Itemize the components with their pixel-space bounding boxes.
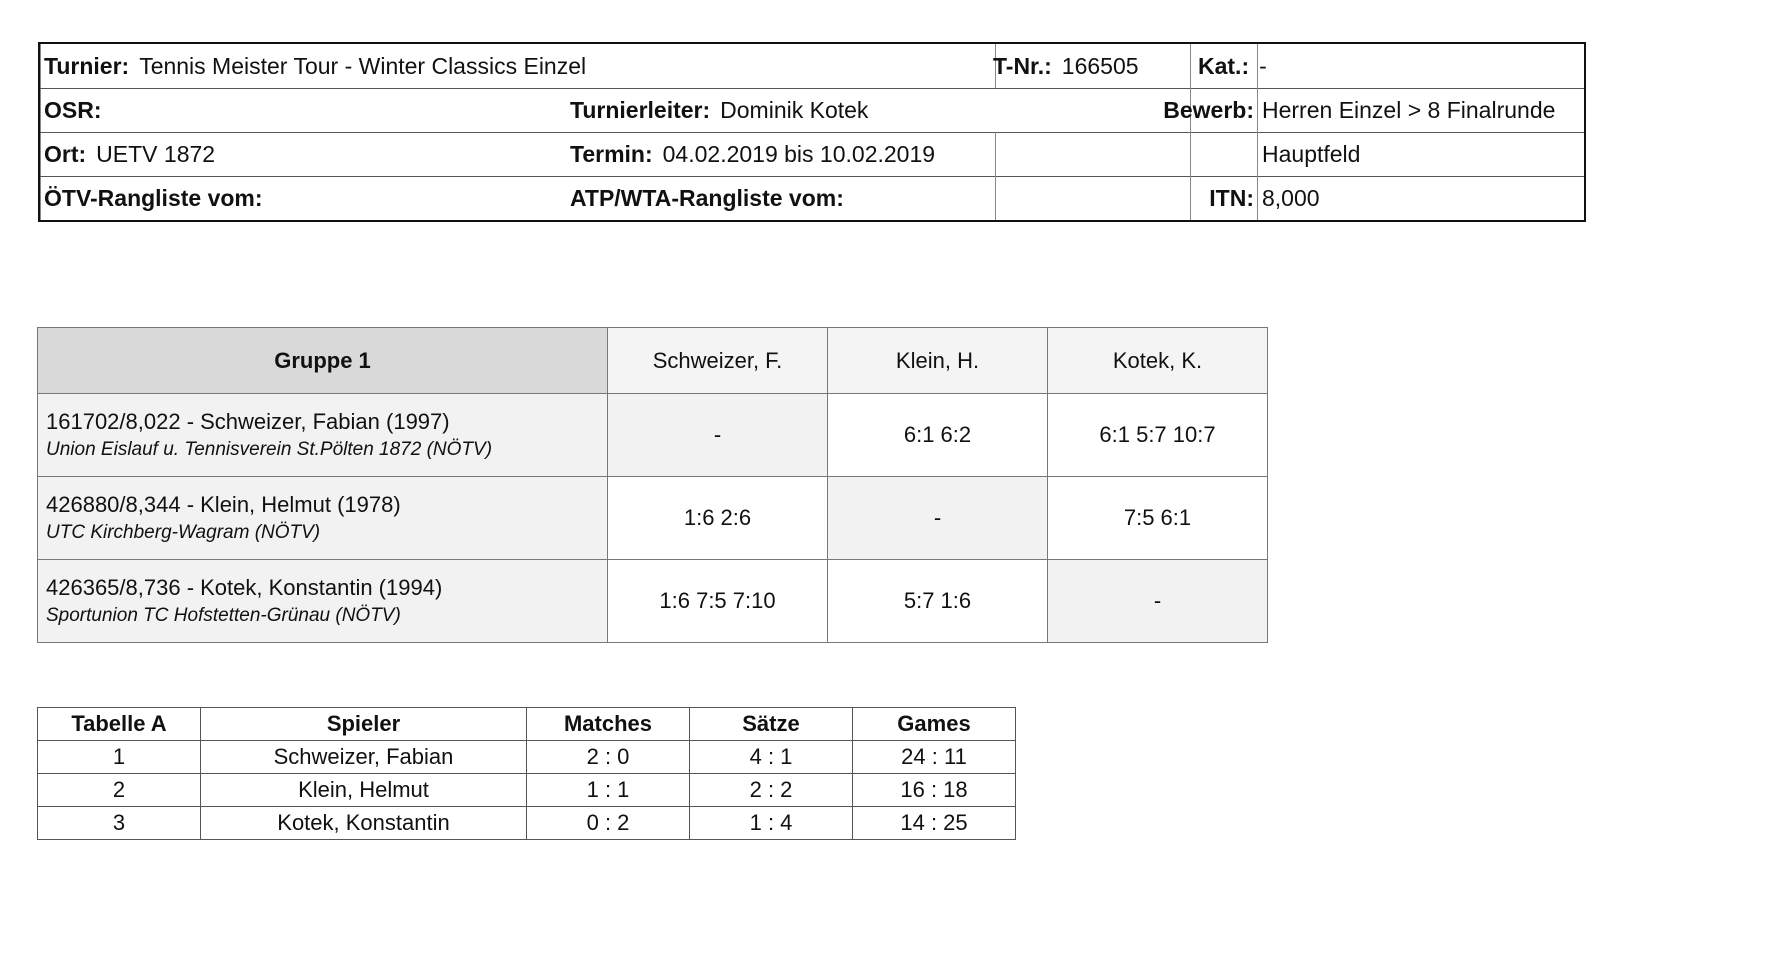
player-name: 161702/8,022 - Schweizer, Fabian (1997) bbox=[46, 409, 450, 434]
standings-sets: 2 : 2 bbox=[690, 774, 853, 807]
standings-rank: 3 bbox=[38, 807, 201, 840]
standings-header: Matches bbox=[527, 708, 690, 741]
standings-matches: 2 : 0 bbox=[527, 741, 690, 774]
standings-header: Games bbox=[853, 708, 1016, 741]
bewerb-value: Herren Einzel > 8 Finalrunde bbox=[1262, 97, 1556, 123]
standings-games: 14 : 25 bbox=[853, 807, 1016, 840]
result-cell: 6:1 5:7 10:7 bbox=[1048, 394, 1268, 477]
group-row bbox=[38, 560, 1268, 643]
tnr-value: 166505 bbox=[1061, 53, 1139, 79]
standings-header: Spieler bbox=[201, 708, 527, 741]
ort-label: Ort: bbox=[44, 141, 87, 167]
group-header-row bbox=[38, 328, 1268, 394]
group-col-header: Kotek, K. bbox=[1048, 328, 1268, 394]
bewerb-label: Bewerb: bbox=[1163, 97, 1254, 123]
standings-player: Schweizer, Fabian bbox=[201, 741, 527, 774]
player-cell bbox=[38, 560, 608, 643]
result-cell: 7:5 6:1 bbox=[1048, 477, 1268, 560]
result-cell: 1:6 2:6 bbox=[608, 477, 828, 560]
standings-sets: 4 : 1 bbox=[690, 741, 853, 774]
standings-matches: 1 : 1 bbox=[527, 774, 690, 807]
player-club: Sportunion TC Hofstetten-Grünau (NÖTV) bbox=[46, 605, 401, 626]
turnierleiter-value: Dominik Kotek bbox=[720, 97, 869, 123]
standings-matches: 0 : 2 bbox=[527, 807, 690, 840]
result-cell: - bbox=[608, 394, 828, 477]
player-cell bbox=[38, 394, 608, 477]
group-row bbox=[38, 477, 1268, 560]
result-cell: 5:7 1:6 bbox=[828, 560, 1048, 643]
kat-value: - bbox=[1259, 53, 1267, 79]
standings-row bbox=[38, 774, 1016, 807]
player-club: UTC Kirchberg-Wagram (NÖTV) bbox=[46, 522, 321, 543]
atp-rangliste-label: ATP/WTA-Rangliste vom: bbox=[570, 185, 844, 211]
result-cell: - bbox=[828, 477, 1048, 560]
osr-label: OSR: bbox=[44, 97, 102, 123]
standings-table bbox=[37, 707, 1016, 840]
standings-games: 24 : 11 bbox=[853, 741, 1016, 774]
turnier-label: Turnier: bbox=[44, 53, 130, 79]
oetv-rangliste-label: ÖTV-Rangliste vom: bbox=[44, 185, 263, 211]
standings-header: Sätze bbox=[690, 708, 853, 741]
group-col-header: Schweizer, F. bbox=[608, 328, 828, 394]
info-row-osr bbox=[40, 88, 1584, 133]
standings-rank: 2 bbox=[38, 774, 201, 807]
termin-value: 04.02.2019 bis 10.02.2019 bbox=[662, 141, 936, 167]
hauptfeld-label: Hauptfeld bbox=[1262, 141, 1361, 167]
standings-header-row bbox=[38, 708, 1016, 741]
player-club: Union Eislauf u. Tennisverein St.Pölten 1872 (NÖTV) bbox=[46, 439, 493, 460]
player-name: 426880/8,344 - Klein, Helmut (1978) bbox=[46, 492, 401, 517]
group-col-header: Klein, H. bbox=[828, 328, 1048, 394]
standings-player: Klein, Helmut bbox=[201, 774, 527, 807]
result-cell: 1:6 7:5 7:10 bbox=[608, 560, 828, 643]
tnr-label: T-Nr.: bbox=[993, 53, 1052, 79]
tournament-info-table bbox=[38, 42, 1586, 222]
standings-player: Kotek, Konstantin bbox=[201, 807, 527, 840]
standings-games: 16 : 18 bbox=[853, 774, 1016, 807]
standings-header: Tabelle A bbox=[38, 708, 201, 741]
result-cell: - bbox=[1048, 560, 1268, 643]
group-matrix bbox=[37, 327, 1268, 643]
kat-label: Kat.: bbox=[1198, 53, 1250, 79]
turnierleiter-label: Turnierleiter: bbox=[570, 97, 711, 123]
itn-value: 8,000 bbox=[1262, 185, 1320, 211]
result-cell: 6:1 6:2 bbox=[828, 394, 1048, 477]
standings-rank: 1 bbox=[38, 741, 201, 774]
standings-sets: 1 : 4 bbox=[690, 807, 853, 840]
standings-row bbox=[38, 741, 1016, 774]
itn-label: ITN: bbox=[1209, 185, 1254, 211]
player-name: 426365/8,736 - Kotek, Konstantin (1994) bbox=[46, 575, 443, 600]
standings-row bbox=[38, 807, 1016, 840]
ort-value: UETV 1872 bbox=[96, 141, 216, 167]
player-cell bbox=[38, 477, 608, 560]
info-row-ort bbox=[40, 132, 1584, 177]
turnier-value: Tennis Meister Tour - Winter Classics Einzel bbox=[139, 53, 587, 79]
group-title: Gruppe 1 bbox=[38, 328, 608, 394]
info-row-rangliste bbox=[40, 176, 1584, 220]
info-row-turnier bbox=[40, 44, 1584, 89]
group-row bbox=[38, 394, 1268, 477]
termin-label: Termin: bbox=[570, 141, 653, 167]
